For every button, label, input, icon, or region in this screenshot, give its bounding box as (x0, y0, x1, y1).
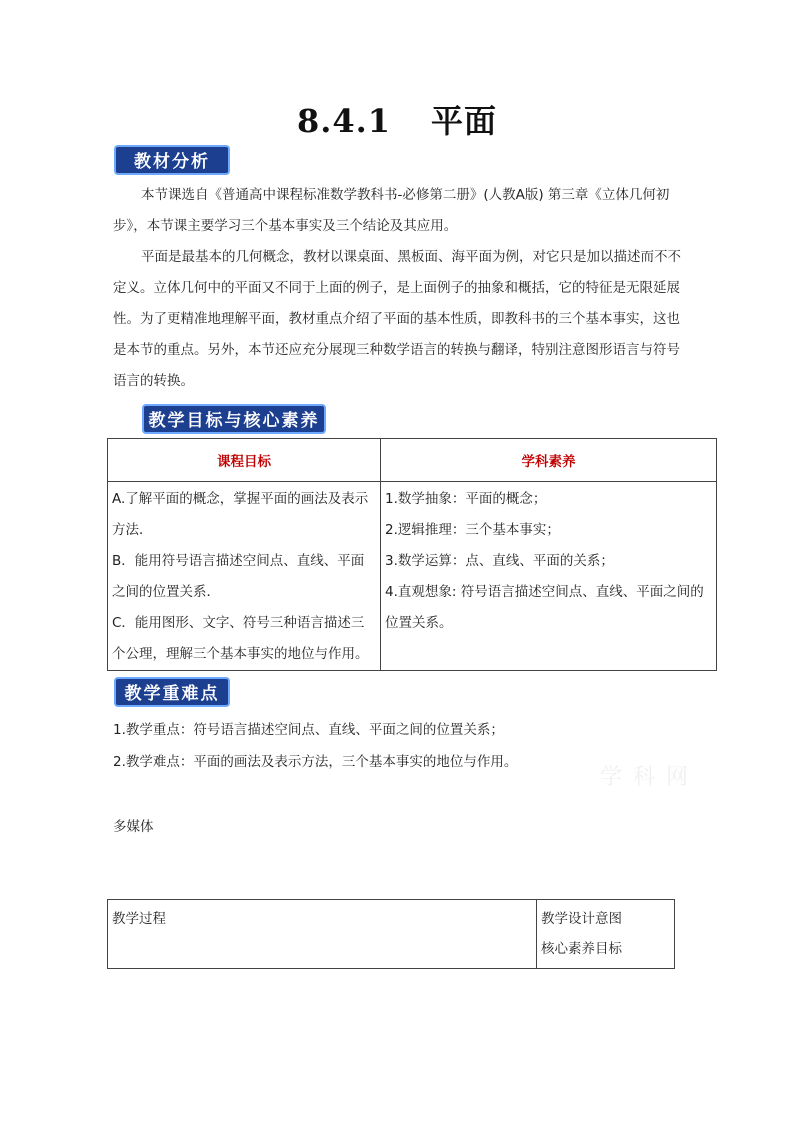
course-goals-cell (108, 482, 381, 671)
core-literacy-label: 核心素养目标 (541, 941, 622, 957)
process-table (107, 899, 675, 969)
literacy-item: 1.数学抽象：平面的概念； (385, 491, 547, 507)
goals-header-course: 课程目标 (108, 439, 381, 482)
literacy-item: 2.逻辑推理：三个基本事实； (385, 522, 560, 538)
analysis-paragraph-2: 平面是最基本的几何概念，教材以课桌面、黑板面、海平面为例，对它只是加以描述而不不定义。立体几何中的平面又不同于上面的例子，是上面例子的抽象和概括，它的特征是无限延展性。为了更精准地理解平面，教材重点介绍了平面的基本性质，即教科书的三个基本事实，这也是本节的重点。另外，本节还应充分展现三种数学语言的转换与翻译，特别注意图形语言与符号语言的转换。 (113, 249, 681, 389)
literacy-item: 4.直观想象: 符号语言描述空间点、直线、平面之间的位置关系。 (385, 584, 704, 631)
process-col-intent (537, 900, 675, 969)
goals-header-literacy: 学科素养 (381, 439, 717, 482)
process-col-teaching: 教学过程 (108, 900, 537, 969)
page-title (0, 96, 794, 142)
badge-teaching-goals: 教学目标与核心素养 (142, 404, 326, 434)
section-number: 8.4.1 (296, 102, 392, 140)
literacy-item: 3.数学运算：点、直线、平面的关系； (385, 553, 614, 569)
goals-table (107, 438, 717, 671)
goal-item: B．能用符号语言描述空间点、直线、平面之间的位置关系． (112, 553, 365, 600)
media-text: 多媒体 (113, 819, 154, 835)
title-text: 平面 (431, 102, 498, 140)
watermark-text: 学 科 网 (600, 765, 690, 790)
difficult-point-text: 2.教学难点：平面的画法及表示方法，三个基本事实的地位与作用。 (113, 754, 518, 770)
badge-textbook-analysis: 教材分析 (114, 145, 230, 175)
goal-item: C．能用图形、文字、符号三种语言描述三个公理，理解三个基本事实的地位与作用。 (112, 615, 369, 662)
goal-item: A.了解平面的概念，掌握平面的画法及表示方法． (112, 491, 369, 538)
badge-key-difficult: 教学重难点 (114, 677, 230, 707)
key-point-text: 1.教学重点：符号语言描述空间点、直线、平面之间的位置关系； (113, 722, 504, 738)
literacy-cell (381, 482, 717, 671)
design-intent-label: 教学设计意图 (541, 911, 622, 927)
analysis-paragraph-1: 本节课选自《普通高中课程标准数学教科书-必修第二册》(人教A版) 第三章《立体几何初步》，本节课主要学习三个基本事实及三个结论及其应用。 (113, 187, 670, 234)
